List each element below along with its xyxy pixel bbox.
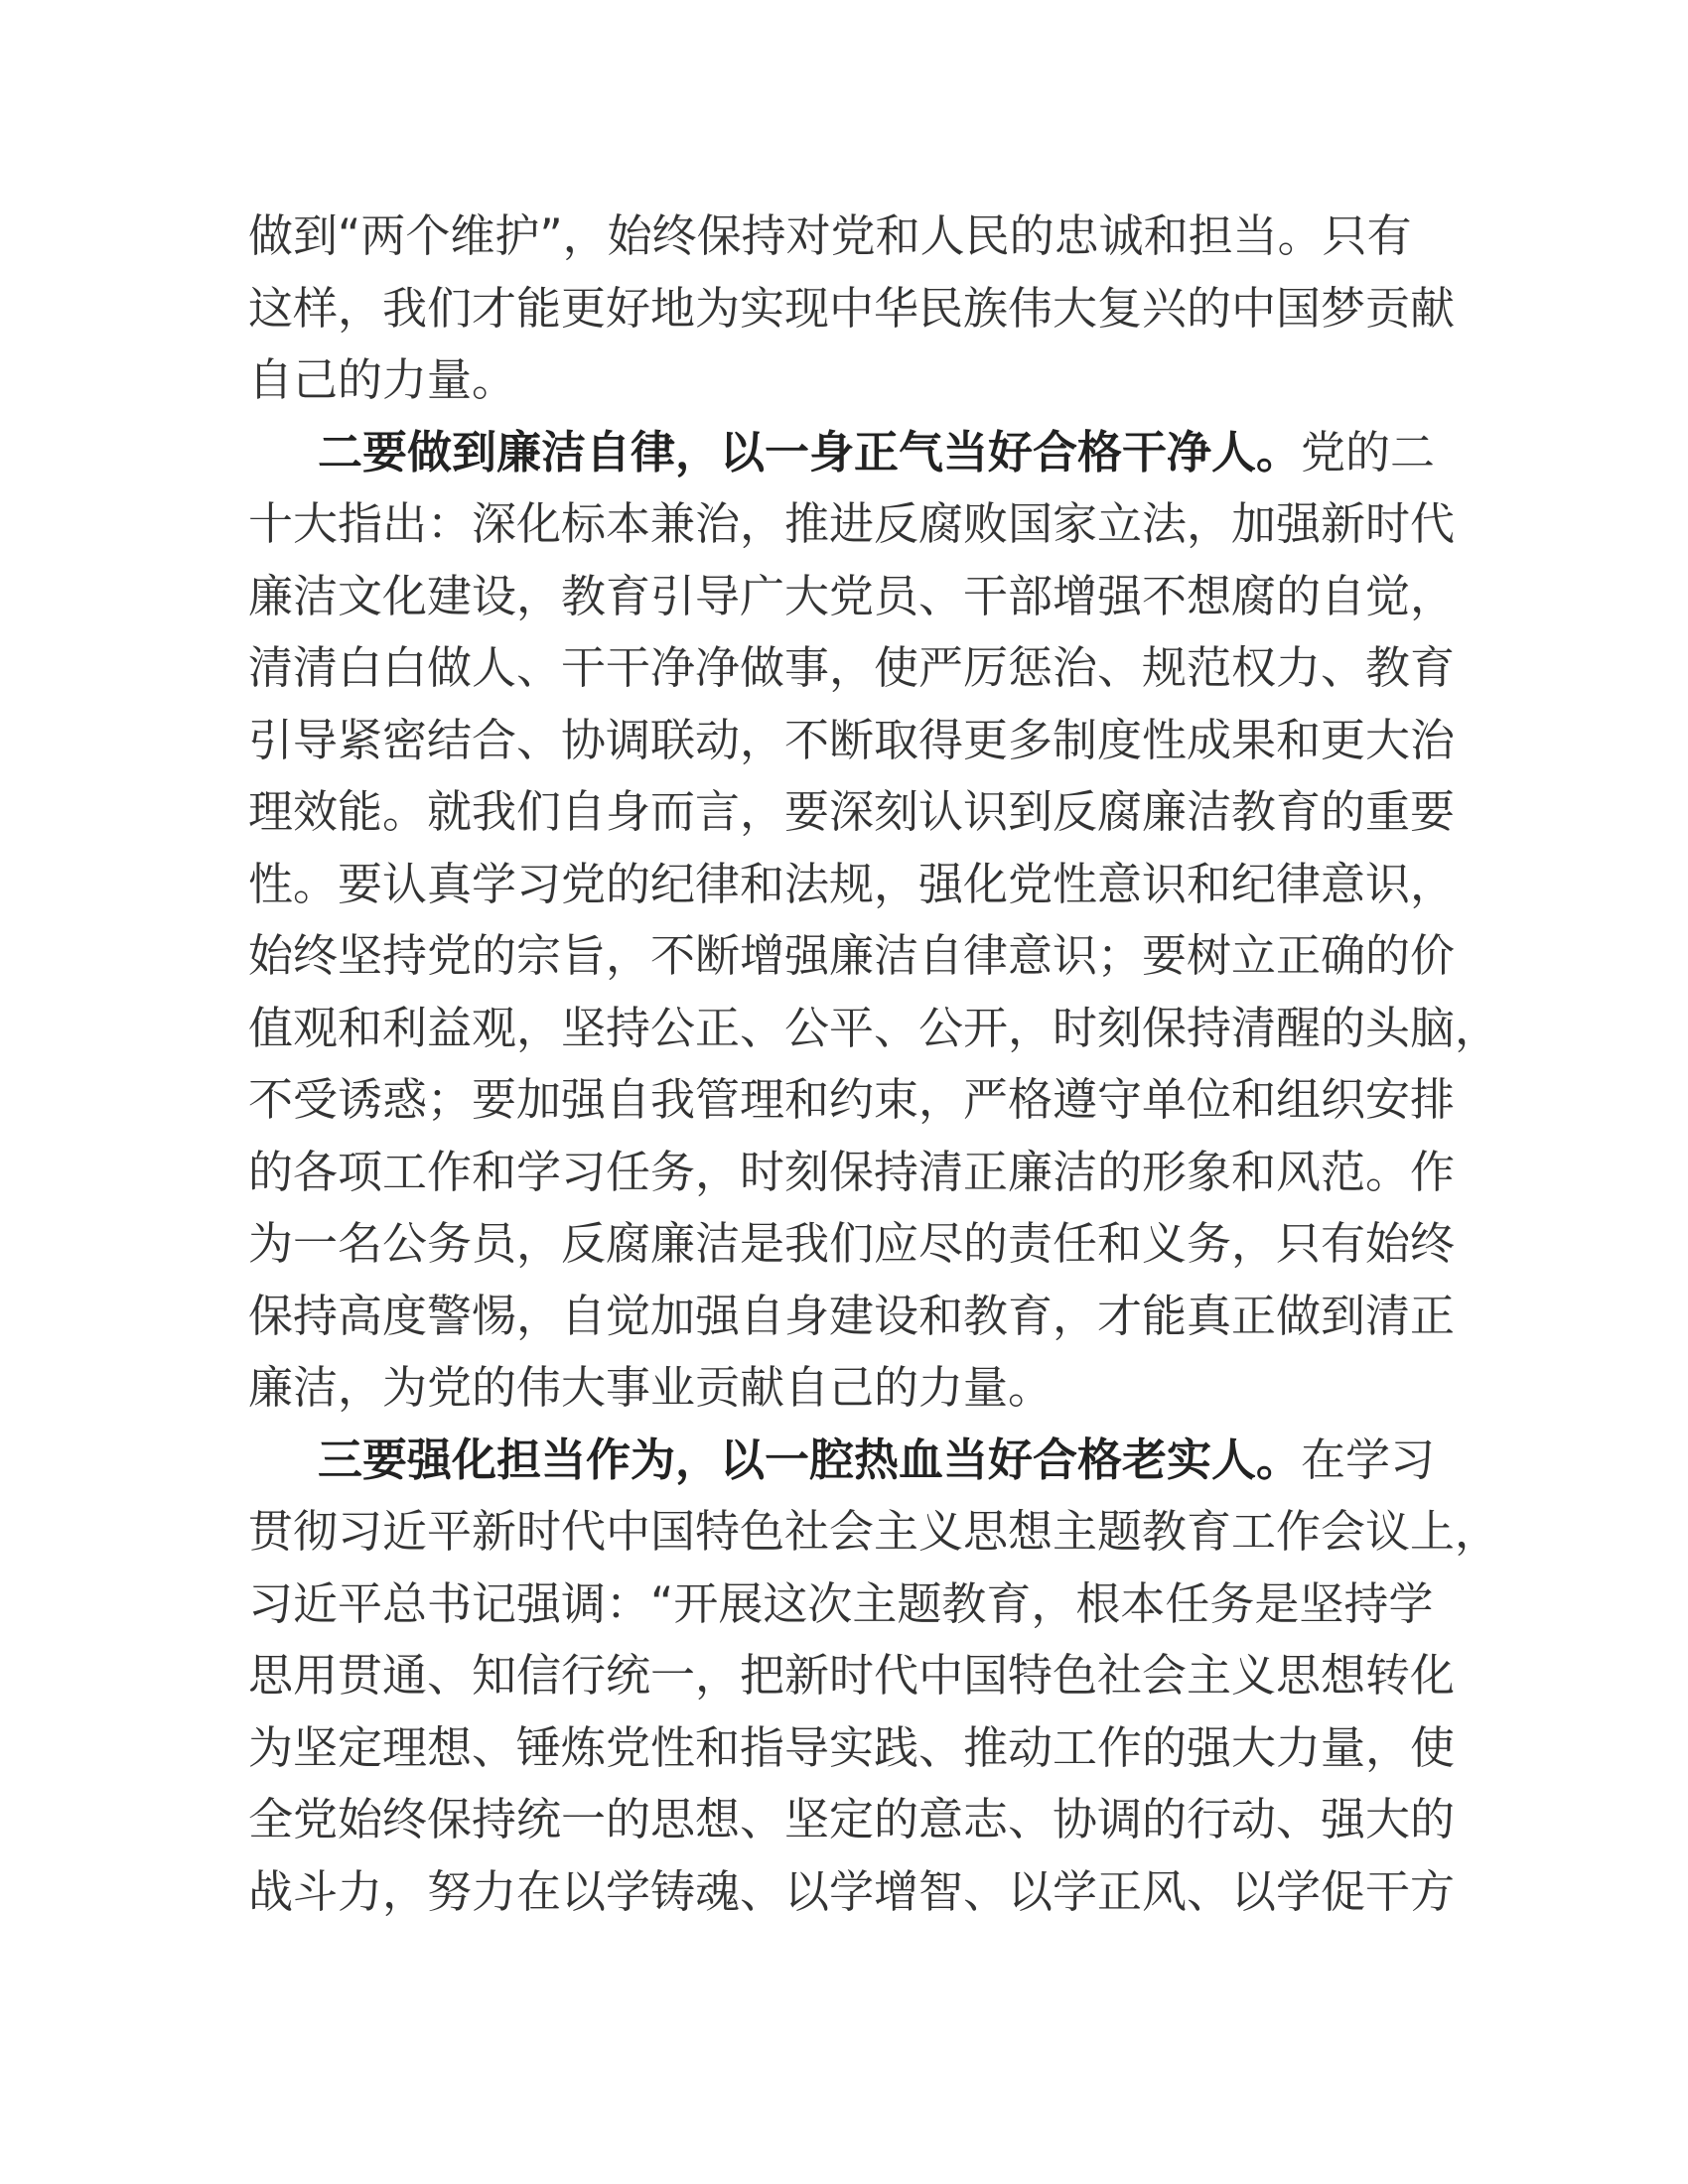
text-line: 习近平总书记强调：“开展这次主题教育，根本任务是坚持学 <box>248 1576 1434 1630</box>
text-line: 引导紧密结合、协调联动，不断取得更多制度性成果和更大治 <box>248 713 1456 766</box>
text-line: 十大指出：深化标本兼治，推进反腐败国家立法，加强新时代 <box>248 497 1456 550</box>
text-line: 自己的力量。 <box>248 353 517 406</box>
paragraph-3-first-line-rest: 在学习 <box>1301 1433 1436 1486</box>
text-line: 不受诱惑；要加强自我管理和约束，严格遵守单位和组织安排 <box>248 1073 1456 1126</box>
text-line: 性。要认真学习党的纪律和法规，强化党性意识和纪律意识， <box>248 857 1456 910</box>
text-line: 为坚定理想、锤炼党性和指导实践、推动工作的强大力量，使 <box>248 1720 1456 1774</box>
text-line: 这样，我们才能更好地为实现中华民族伟大复兴的中国梦贡献 <box>248 281 1456 335</box>
text-line: 全党始终保持统一的思想、坚定的意志、协调的行动、强大的 <box>248 1793 1456 1845</box>
paragraph-2-first-line <box>248 417 1440 489</box>
paragraph-2-first-line-rest: 党的二 <box>1301 425 1436 478</box>
text-line: 思用贯通、知信行统一，把新时代中国特色社会主义思想转化 <box>248 1649 1456 1702</box>
text-line: 贯彻习近平新时代中国特色社会主义思想主题教育工作会议上， <box>248 1505 1500 1558</box>
text-line: 始终坚持党的宗旨，不断增强廉洁自律意识；要树立正确的价 <box>248 929 1456 982</box>
text-line: 值观和利益观，坚持公正、公平、公开，时刻保持清醒的头脑， <box>248 1001 1500 1054</box>
paragraph-3-first-line <box>248 1425 1440 1497</box>
paragraph-1 <box>248 201 1456 417</box>
paragraph-2 <box>248 417 1500 1425</box>
paragraph-3 <box>248 1425 1500 1929</box>
text-line: 理效能。就我们自身而言，要深刻认识到反腐廉洁教育的重要 <box>248 785 1456 838</box>
text-line: 廉洁，为党的伟大事业贡献自己的力量。 <box>248 1361 1054 1414</box>
text-line: 战斗力，努力在以学铸魂、以学增智、以学正风、以学促干方 <box>248 1864 1456 1918</box>
paragraph-2-heading: 二要做到廉洁自律，以一身正气当好合格干净人。 <box>318 425 1302 478</box>
text-line: 做到“两个维护”，始终保持对党和人民的忠诚和担当。只有 <box>248 209 1412 262</box>
text-line: 廉洁文化建设，教育引导广大党员、干部增强不想腐的自觉， <box>248 569 1456 622</box>
text-line: 清清白白做人、干干净净做事，使严厉惩治、规范权力、教育 <box>248 641 1456 694</box>
text-line: 为一名公务员，反腐廉洁是我们应尽的责任和义务，只有始终 <box>248 1217 1456 1270</box>
text-line: 保持高度警惕，自觉加强自身建设和教育，才能真正做到清正 <box>248 1289 1456 1342</box>
text-line: 的各项工作和学习任务，时刻保持清正廉洁的形象和风范。作 <box>248 1145 1456 1198</box>
document-page <box>248 201 1500 1928</box>
paragraph-3-heading: 三要强化担当作为，以一腔热血当好合格老实人。 <box>318 1433 1302 1486</box>
